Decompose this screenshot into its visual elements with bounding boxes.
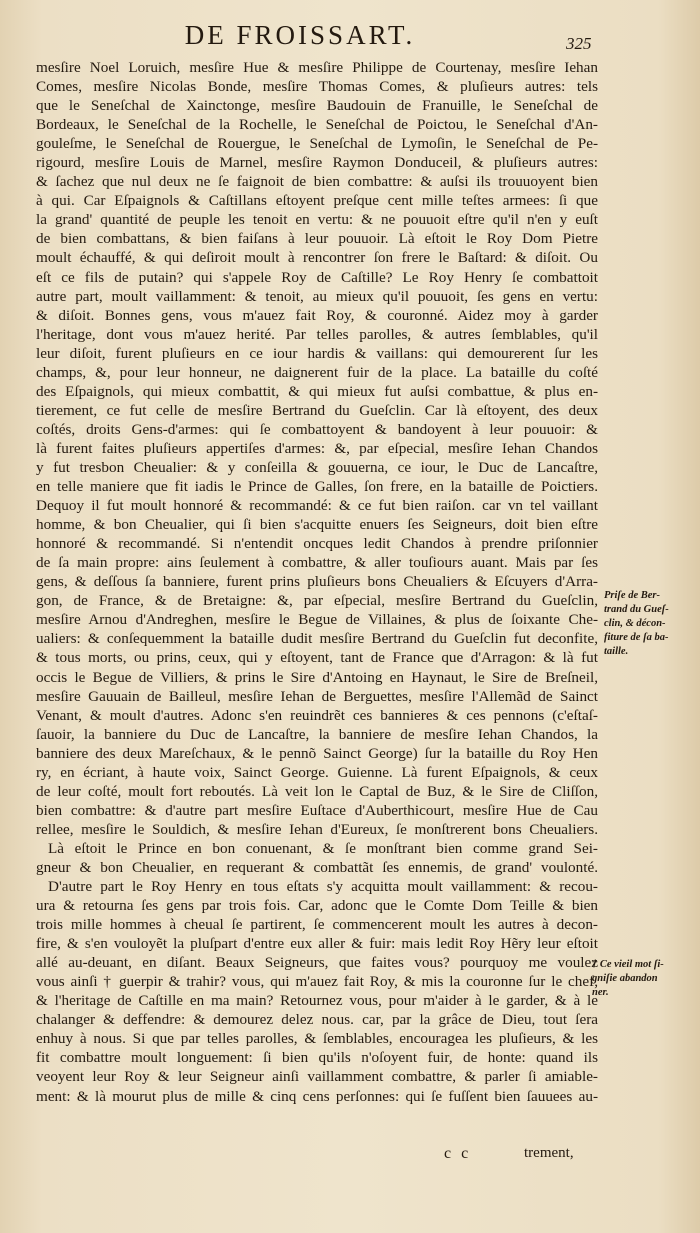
- text-line: tierement, ce fut celle de mesſire Bertrand du Gueſclin. Car là eſtoyent, des deux: [36, 401, 598, 419]
- text-line: mesſire Arnou d'Andreghen, mesſire le Begue de Villaines, & plus de ſoixante Che-: [36, 611, 598, 629]
- text-line: de leur coſté, moult fort reboutés. Là veit lon le Captal de Buz, & le Sire de Cliſſon,: [36, 782, 598, 800]
- text-line: y fut tresbon Cheualier: & y conſeilla & gouuerna, ce iour, le Duc de Lancaſtre,: [36, 458, 598, 476]
- text-line: chalanger & deffendre: & demourez delez nous. car, par la grâce de Dieu, tout ſera: [36, 1011, 598, 1029]
- text-line: trois mille hommes à cheual ſe partirent, ſe commencerent moult les autres à decon-: [36, 916, 598, 934]
- margin-note-line: Priſe de Ber-: [604, 590, 660, 601]
- text-line: homme, & bon Cheualier, qui ſi bien s'acquitte enuers ſes Seigneurs, doit bien eſtre: [36, 516, 598, 534]
- text-line: autre part, moult vaillamment: & tenoit, au mieux qu'il pouuoit, ſes gens en vertu:: [36, 287, 598, 305]
- text-line: allé au-deuant, en diſant. Beaux Seigneurs, que faites vous? pourquoy me voulez: [36, 954, 598, 972]
- text-line: ment: & là mourut plus de mille & cinq cens perſonnes: qui ſe fuſſent bien ſauuees au-: [36, 1087, 598, 1105]
- running-title: DE FROISSART.: [184, 20, 416, 50]
- text-line: Dequoy il fut moult honnoré & recommandé: & ce fut bien raiſon. car vn tel vaillant: [36, 497, 598, 515]
- text-line: fit combattre moult longuement: ſi bien qu'ils n'oſoyent fuir, de honte: quand ils: [36, 1049, 598, 1067]
- text-line: gneur & bon Cheualier, en requerant & combattãt ſes ennemis, de grand' voulonté.: [36, 858, 598, 876]
- text-line: vous ainſi † guerpir & trahir? vous, qui m'auez fait Roy, & mis la couronne ſur le chef,: [36, 973, 598, 991]
- text-line: gens, & deſſous ſa banniere, furent prins pluſieurs bons Cheualiers & Eſcuyers d'Arra-: [36, 573, 598, 591]
- text-line: ſauoir, la banniere du Duc de Lancaſtre, la banniere de mesſire Iehan Chandos, la: [36, 725, 598, 743]
- text-line: gon, de France, & de Bretaigne: &, par eſpecial, mesſire Bertrand du Gueſclin,: [36, 592, 598, 610]
- text-line: ualiers: & conſequemment la bataille dudit mesſire Bertrand du Gueſclin fut deconfite,: [36, 630, 598, 648]
- margin-note-line: gniſie abandon: [592, 973, 658, 984]
- text-line: honnoré & recommandé. Si n'entendit oncques ledit Chandos à prendre priſonnier: [36, 535, 598, 553]
- text-line: que le Seneſchal de Xainctonge, mesſire Baudouin de Franuille, le Seneſchal de: [36, 97, 598, 115]
- text-line: là furent faites pluſieurs appertiſes d'armes: &, par eſpecial, mesſire Iehan Chandos: [36, 439, 598, 457]
- text-line: & ſachez que nul deux ne ſe faignoit de bien combattre: & auſsi ils trouuoyent bien: [36, 173, 598, 191]
- text-line: bien combattre: & d'autre part mesſire Euſtace d'Auberthicourt, mesſire Hue de Cau: [36, 801, 598, 819]
- text-line: champs, &, pour leur honneur, ne daignerent fuir de la place. La bataille du coſté: [36, 363, 598, 381]
- text-line: l'heritage, dont vous m'auez herité. Par telles parolles, & autres ſemblables, qu'il: [36, 325, 598, 343]
- text-line: leur diſoit, furent pluſieurs en ce iour hardis & vaillans: qui demourerent ſur les: [36, 344, 598, 362]
- text-line: à qui. Car Eſpaignols & Caſtillans eſtoyent preſque cent mille teſtes armees: ſi que: [36, 192, 598, 210]
- body-text: [36, 58, 598, 1106]
- text-line: rigourd, mesſire Louis de Marnel, mesſire Raymon Donduceil, & pluſieurs autres:: [36, 154, 598, 172]
- text-line: mesſire Gauuain de Bailleul, mesſire Iehan de Berguettes, mesſire l'Allemãd de Sainct: [36, 687, 598, 705]
- text-line: des Eſpaignols, qui mieux combattit, & qui mieux fut auſsi combattue, & plus en-: [36, 382, 598, 400]
- margin-note-vieil-mot: [592, 958, 684, 1000]
- text-line: & tous morts, ou prins, ceux, qui y eſtoyent, tant de France que d'Arragon: & là fut: [36, 649, 598, 667]
- catchword: trement,: [524, 1145, 574, 1161]
- text-line: de ſa main propre: ains ſeulement à combattre, & aller touſiours auant. Mais par ſes: [36, 554, 598, 572]
- text-line: fire, & s'en vouloyẽt la pluſpart d'entre eux aller & fuir: mais ledit Roy Hẽry leur eſtoit: [36, 935, 598, 953]
- text-line: Venant, & moult d'autres. Adonc s'en reuindrẽt ces bannieres & ces pennons (c'eſtaſ-: [36, 706, 598, 724]
- text-line: rellee, mesſire le Souldich, & mesſire Iehan d'Eureux, ſe monſtrerent bons Cheualiers.: [36, 820, 598, 838]
- page-number: 325: [566, 34, 592, 53]
- text-line: ry, en écriant, à haute voix, Sainct George. Guienne. Là furent Eſpaignols, & ceux: [36, 763, 598, 781]
- text-line: la grand' quantité de peuple les tenoit en vertu: & ne pouuoit eſtre qu'il n'en y euſt: [36, 211, 598, 229]
- text-line: veoyent leur Roy & leur Seigneur ainſi vaillamment combattre, & parler ſi amiable-: [36, 1068, 598, 1086]
- text-line: D'autre part le Roy Henry en tous eſtats s'y acquitta moult vaillamment: & recou-: [48, 878, 598, 896]
- text-line: & diſoit. Bonnes gens, vous m'auez fait Roy, & couronné. Aidez moy à garder: [36, 306, 598, 324]
- margin-note-line: taille.: [604, 646, 629, 657]
- text-line: occis le Begue de Villiers, & prins le Sire d'Antoing en Haynaut, le Sire de Breſneil,: [36, 668, 598, 686]
- text-line: & l'heritage de Caſtille en ma main? Retournez vous, pour m'aider à le garder, & à le: [36, 992, 598, 1010]
- margin-note-line: † Ce vieil mot ſi-: [592, 959, 664, 970]
- text-line: gouleſme, le Seneſchal de Rouergue, le Seneſchal de Lymoſin, le Seneſchal de Pe-: [36, 135, 598, 153]
- text-line: Là eſtoit le Prince en bon conuenant, & ſe monſtrant bien comme grand Sei-: [48, 839, 598, 857]
- text-line: eſt ce fils de putain? qui s'appele Roy de Caſtille? Le Roy Henry ſe combattoit: [36, 268, 598, 286]
- text-line: Bordeaux, le Seneſchal de la Rochelle, le Seneſchal de Poictou, le Seneſchal d'An-: [36, 116, 598, 134]
- text-line: de bien combattans, & bien faiſans à leur pouuoir. Là eſtoit le Roy Dom Pietre: [36, 230, 598, 248]
- text-line: Comes, mesſire Nicolas Bonde, mesſire Thomas Comes, & pluſieurs autres: tels: [36, 78, 598, 96]
- text-line: moult échauffé, & qui deſiroit moult à rencontrer ſon frere le Baſtard: & diſoit. Ou: [36, 249, 598, 267]
- margin-note-line: trand du Gueſ-: [604, 604, 669, 615]
- text-line: mesſire Noel Loruich, mesſire Hue & mesſire Philippe de Courtenay, mesſire Iehan: [36, 59, 598, 76]
- text-line: enhuy à nous. Si que par telles parolles, & ſemblables, encouragea les pluſieurs, & les: [36, 1030, 598, 1048]
- margin-note-line: clin, & décon-: [604, 618, 666, 629]
- signature-mark: c c: [444, 1145, 472, 1162]
- text-line: ura & retourna ſes gens par trois fois. Car, adonc que le Comte Dom Teille & bien: [36, 897, 598, 915]
- text-line: banniere des deux Mareſchaux, & le pennõ Sainct George) ſur la bataille du Roy Hen: [36, 744, 598, 762]
- margin-note-line: fiture de ſa ba-: [604, 632, 669, 643]
- margin-note-prise-du-guesclin: [604, 589, 696, 659]
- text-line: en telle maniere que fit iadis le Prince de Galles, ſon frere, en la bataille de Poictiers.: [36, 478, 598, 496]
- margin-note-line: ner.: [592, 987, 609, 998]
- text-line: coſtés, droits Gens-d'armes: qui ſe combattoyent & bandoyent à leur pouuoir: &: [36, 420, 598, 438]
